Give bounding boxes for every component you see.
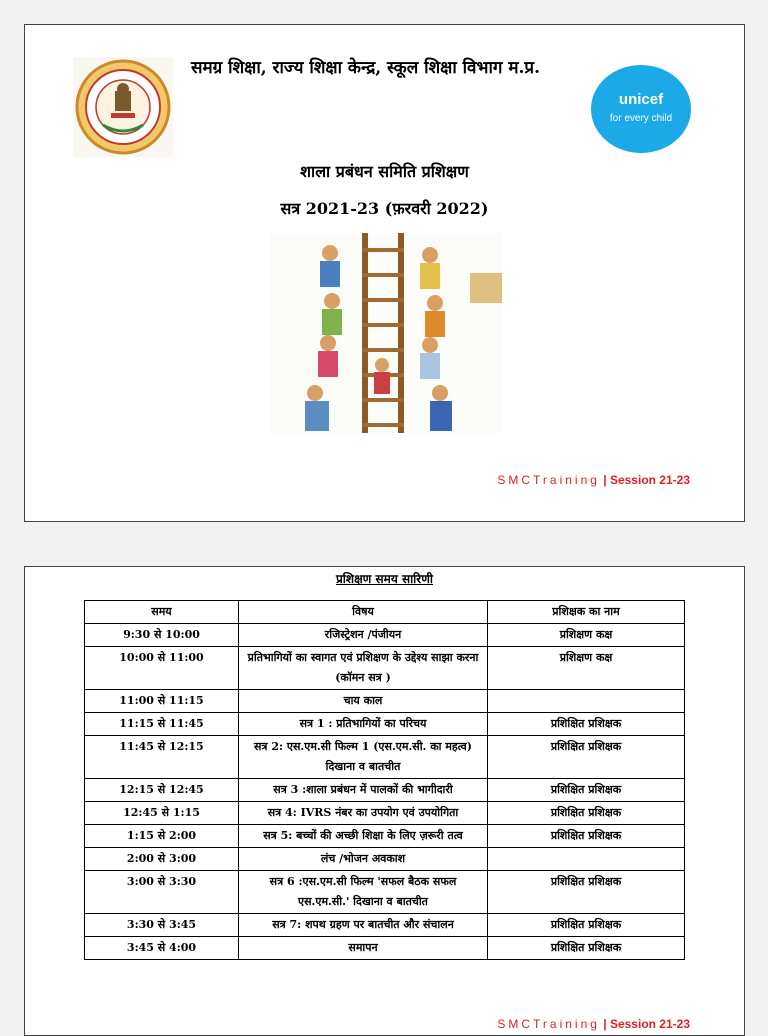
footer-session: Session 21-23 <box>609 1017 690 1031</box>
topic-cell: चाय काल <box>239 690 488 713</box>
time-cell: 9:30 से 10:00 <box>85 624 239 647</box>
topic-cell: सत्र 3 :शाला प्रबंधन में पालकों की भागीदारी <box>239 779 488 802</box>
organization-title: समग्र शिक्षा, राज्य शिक्षा केन्द्र, स्कूल शिक्षा विभाग म.प्र. <box>191 58 541 78</box>
topic-cell: रजिस्ट्रेशन /पंजीयन <box>239 624 488 647</box>
mp-government-emblem <box>73 57 173 157</box>
trainer-cell: प्रशिक्षण कक्ष <box>488 647 685 690</box>
table-header-row <box>85 601 685 624</box>
time-cell: 11:15 से 11:45 <box>85 713 239 736</box>
column-header: विषय <box>239 601 488 624</box>
footer-separator: | <box>599 1017 610 1031</box>
time-cell: 2:00 से 3:00 <box>85 848 239 871</box>
trainer-cell: प्रशिक्षित प्रशिक्षक <box>488 871 685 914</box>
trainer-cell: प्रशिक्षित प्रशिक्षक <box>488 713 685 736</box>
time-cell: 3:30 से 3:45 <box>85 914 239 937</box>
unicef-logo-name: unicef <box>618 91 664 108</box>
column-header: समय <box>85 601 239 624</box>
footer-session: Session 21-23 <box>609 473 690 487</box>
table-row <box>85 914 685 937</box>
topic-cell: सत्र 5: बच्चों की अच्छी शिक्षा के लिए ज़रूरी तत्व <box>239 825 488 848</box>
trainer-cell: प्रशिक्षित प्रशिक्षक <box>488 779 685 802</box>
time-cell: 10:00 से 11:00 <box>85 647 239 690</box>
topic-cell: सत्र 4: IVRS नंबर का उपयोग एवं उपयोगिता <box>239 802 488 825</box>
topic-cell: सत्र 7: शपथ ग्रहण पर बातचीत और संचालन <box>239 914 488 937</box>
trainer-cell <box>488 690 685 713</box>
schedule-title: प्रशिक्षण समय सारिणी <box>335 572 433 586</box>
table-row <box>85 690 685 713</box>
column-header: प्रशिक्षक का नाम <box>488 601 685 624</box>
time-cell: 1:15 से 2:00 <box>85 825 239 848</box>
topic-cell: सत्र 6 :एस.एम.सी फिल्म 'सफल बैठक सफल एस.एम.सी.' दिखाना व बातचीत <box>239 871 488 914</box>
trainer-cell: प्रशिक्षित प्रशिक्षक <box>488 825 685 848</box>
unicef-logo <box>591 65 691 153</box>
trainer-cell: प्रशिक्षित प्रशिक्षक <box>488 736 685 779</box>
schedule-page <box>24 566 745 1036</box>
unicef-logo-tagline: for every child <box>609 113 673 124</box>
time-cell: 11:00 से 11:15 <box>85 690 239 713</box>
document-title: शाला प्रबंधन समिति प्रशिक्षण <box>300 162 469 181</box>
session-subtitle: सत्र 2021-23 (फ़रवरी 2022) <box>280 199 489 218</box>
table-row <box>85 848 685 871</box>
trainer-cell <box>488 848 685 871</box>
footer-branding <box>497 1017 690 1031</box>
table-row <box>85 937 685 960</box>
schedule-table <box>84 600 685 960</box>
table-row <box>85 624 685 647</box>
trainer-cell: प्रशिक्षित प्रशिक्षक <box>488 937 685 960</box>
time-cell: 3:45 से 4:00 <box>85 937 239 960</box>
footer-branding <box>497 473 690 487</box>
table-row <box>85 871 685 914</box>
time-cell: 3:00 से 3:30 <box>85 871 239 914</box>
footer-smc-training: SMCTraining <box>497 1017 600 1031</box>
table-row <box>85 779 685 802</box>
topic-cell: समापन <box>239 937 488 960</box>
topic-cell: प्रतिभागियों का स्वागत एवं प्रशिक्षण के उद्देश्य साझा करना (कॉमन सत्र ) <box>239 647 488 690</box>
trainer-cell: प्रशिक्षण कक्ष <box>488 624 685 647</box>
ladder-illustration <box>270 233 502 433</box>
time-cell: 12:45 से 1:15 <box>85 802 239 825</box>
table-row <box>85 802 685 825</box>
table-row <box>85 736 685 779</box>
topic-cell: सत्र 2: एस.एम.सी फिल्म 1 (एस.एम.सी. का महत्व) दिखाना व बातचीत <box>239 736 488 779</box>
time-cell: 12:15 से 12:45 <box>85 779 239 802</box>
topic-cell: सत्र 1 : प्रतिभागियों का परिचय <box>239 713 488 736</box>
trainer-cell: प्रशिक्षित प्रशिक्षक <box>488 914 685 937</box>
footer-separator: | <box>599 473 610 487</box>
table-row <box>85 713 685 736</box>
trainer-cell: प्रशिक्षित प्रशिक्षक <box>488 802 685 825</box>
cover-page <box>24 24 745 522</box>
footer-smc-training: SMCTraining <box>497 473 600 487</box>
topic-cell: लंच /भोजन अवकाश <box>239 848 488 871</box>
table-row <box>85 647 685 690</box>
time-cell: 11:45 से 12:15 <box>85 736 239 779</box>
table-row <box>85 825 685 848</box>
